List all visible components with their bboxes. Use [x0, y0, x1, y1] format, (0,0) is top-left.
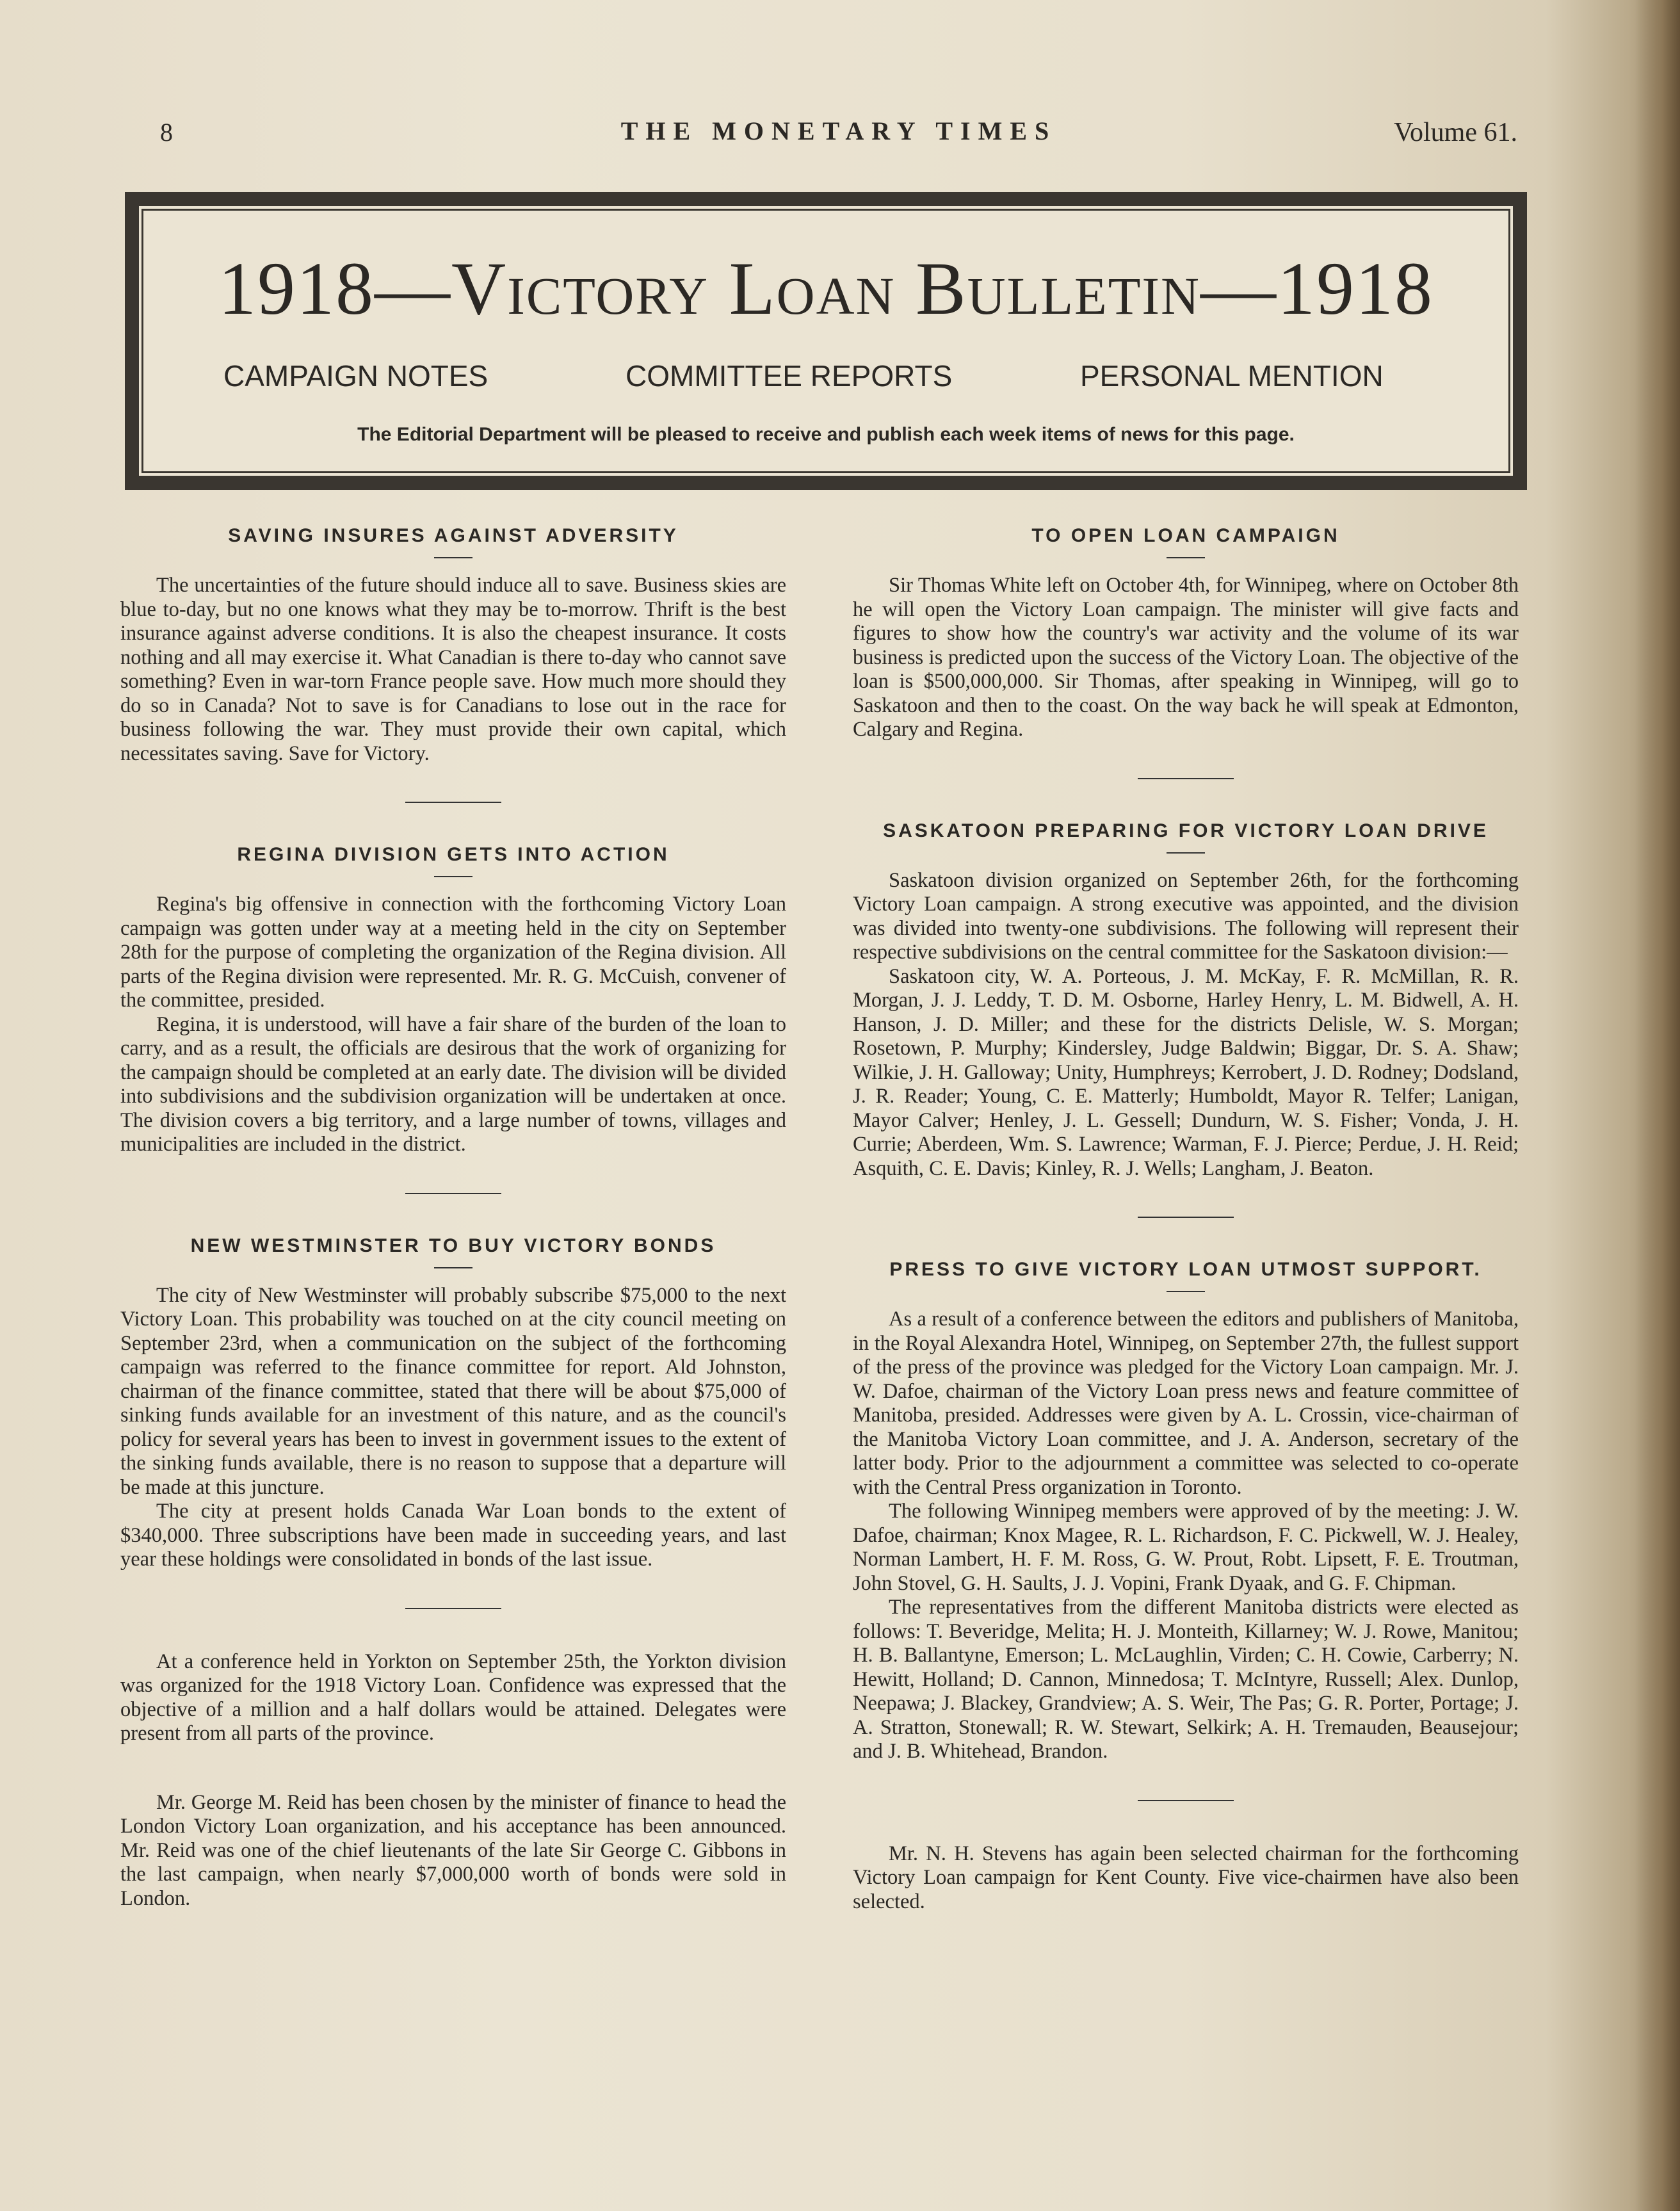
- article-paragraph: The city of New Westminster will probably subscribe $75,000 to the next Victory Loan. This probability was touched on at the city council meeting on September 23rd, when a communication on the subject of the forthcoming campaign was referred to the finance committee for report. Ald Johnston, chairman of the finance committee, stated that there will be about $75,000 of sinking funds available for an investment of this nature, and as the council's policy for several years has been to invest in government issues to the extent of the sinking funds available, there is no reason to suppose that a departure will be made at this juncture.: [120, 1283, 786, 1499]
- article-paragraph: Saskatoon division organized on September 26th, for the forthcoming Victory Loan campaign. A strong executive was appointed, and the division was divided into twenty-one subdivisions. The following will represent their respective subdivisions on the central committee for the Saskatoon division:—: [853, 868, 1519, 964]
- news-item: [120, 1650, 786, 1746]
- article-separator: [1138, 1800, 1234, 1801]
- article-separator: [1138, 778, 1234, 779]
- article-paragraph: Regina's big offensive in connection with the forthcoming Victory Loan campaign was gotten under way at a meeting held in the city on September 28th for the purpose of completing the organization of the Regina division. All parts of the Regina division were represented. Mr. R. G. McCuish, convener of the committee, presided.: [120, 893, 786, 1012]
- article-heading: PRESS TO GIVE VICTORY LOAN UTMOST SUPPORT.: [889, 1259, 1482, 1280]
- article-paragraph: Sir Thomas White left on October 4th, for Winnipeg, where on October 8th he will open the Victory Loan campaign. The minister will give facts and figures to show how the country's war activity and the volume of its war business is predicted upon the success of the Victory Loan. The objective of the loan is $500,000,000. Sir Thomas, after speaking in Winnipeg, will go to Saskatoon and then to the coast. On the way back he will speak at Edmonton, Calgary and Regina.: [853, 574, 1519, 741]
- banner-title: 1918—Victory Loan Bulletin—1918: [218, 247, 1434, 330]
- article-heading: SASKATOON PREPARING FOR VICTORY LOAN DRIVE: [883, 820, 1489, 841]
- article-paragraph: Mr. N. H. Stevens has again been selected chairman for the forthcoming Victory Loan campaign for Kent County. Five vice-chairmen have also been selected.: [853, 1842, 1519, 1913]
- subhead-personal-mention: PERSONAL MENTION: [1080, 359, 1384, 393]
- article-paragraph: Mr. George M. Reid has been chosen by the minister of finance to head the London Victory Loan organization, and his acceptance has been announced. Mr. Reid was one of the chief lieutenants of the late Sir George C. Gibbons in the last campaign, when nearly $7,000,000 worth of bonds were sold in London.: [120, 1790, 786, 1910]
- editorial-note: The Editorial Department will be pleased to receive and publish each week items of news for this page.: [357, 424, 1295, 445]
- volume-label: Volume 61.: [1394, 118, 1517, 147]
- article-heading: TO OPEN LOAN CAMPAIGN: [1031, 525, 1340, 546]
- article-regina-division-gets-into-action: [120, 844, 786, 1157]
- article-paragraph: The uncertainties of the future should induce all to save. Business skies are blue to-day, but no one knows what they may be to-morrow. Thrift is the best insurance against adverse conditions. It is also the cheapest insurance. It costs nothing and all may exercise it. What Canadian is there to-day who cannot save something? Even in war-torn France people save. How much more should they do so in Canada? Not to save is for Canadians to lose out in the race for business following the war. They must provide their own capital, which necessitates saving. Save for Victory.: [120, 574, 786, 765]
- page-number: 8: [160, 118, 174, 147]
- article-paragraph: The city at present holds Canada War Loan bonds to the extent of $340,000. Three subscriptions have been made in succeeding years, and last year these holdings were consolidated in bonds of the last issue.: [120, 1500, 786, 1571]
- article-paragraph: Saskatoon city, W. A. Porteous, J. M. McKay, F. R. McMillan, R. R. Morgan, J. J. Leddy, T. D. M. Osborne, Harley Henry, L. M. Bidwell, A. H. Hanson, J. D. Miller; and these for the districts Delisle, W. S. Morgan; Rosetown, P. Murphy; Kindersley, Judge Baldwin; Biggar, Dr. S. A. Shaw; Wilkie, J. H. Galloway; Unity, Humphreys; Kerrobert, J. D. Rodney; Dodsland, J. R. Reader; Young, C. E. Matterly; Humboldt, Mayor R. Telfer; Lanigan, Mayor Calver; Henley, J. L. Gessell; Dundurn, W. S. Fisher; Vonda, J. H. Currie; Aberdeen, Wm. S. Lawrence; Warman, F. J. Pierce; Perdue, J. H. Reid; Asquith, C. E. Davis; Kinley, R. J. Wells; Langham, J. Beaton.: [853, 964, 1519, 1180]
- running-head: [160, 112, 1517, 150]
- article-paragraph: At a conference held in Yorkton on September 25th, the Yorkton division was organized for the 1918 Victory Loan. Confidence was expressed that the objective of a million and a half dollars would be attained. Delegates were present from all parts of the province.: [120, 1649, 786, 1745]
- banner-subheads: [139, 359, 1513, 397]
- article-paragraph: As a result of a conference between the editors and publishers of Manitoba, in the Royal Alexandra Hotel, Winnipeg, on September 27th, the fullest support of the press of the province was pledged for the Victory Loan campaign. Mr. J. W. Dafoe, chairman of the Victory Loan press news and feature committee of Manitoba, presided. Addresses were given by A. L. Crossin, vice-chairman of the Manitoba Victory Loan committee, and J. A. Anderson, secretary of the latter body. Prior to the adjournment a committee was selected to co-operate with the Central Press organization in Toronto.: [853, 1308, 1519, 1499]
- article-paragraph: The following Winnipeg members were approved of by the meeting: J. W. Dafoe, chairman; Knox Magee, R. L. Richardson, F. C. Pickwell, W. J. Healey, Norman Lambert, H. F. M. Ross, G. W. Prout, Robt. Lipsett, F. E. Troutman, John Stovel, G. H. Saults, J. J. Vopini, Frank Dyaak, and G. F. Chipman.: [853, 1500, 1519, 1595]
- heading-rule: [434, 557, 472, 558]
- article-separator: [405, 802, 501, 803]
- article-paragraph: The representatives from the different Manitoba districts were elected as follows: T. Beveridge, Melita; H. J. Monteith, Killarney; W. J. Rowe, Manitou; H. B. Ballantyne, Emerson; L. McLaughlin, Virden; C. H. Cowie, Carberry; N. Hewitt, Holland; D. Cannon, Minnedosa; T. McIntyre, Russell; Alex. Dunlop, Neepawa; J. Blackey, Grandview; A. S. Weir, The Pas; G. R. Porter, Portage; J. A. Stratton, Stonewall; R. W. Stewart, Selkirk; A. H. Tremauden, Beausejour; and J. B. Whitehead, Brandon.: [853, 1596, 1519, 1763]
- heading-rule: [434, 876, 472, 877]
- heading-rule: [434, 1267, 472, 1268]
- article-separator: [405, 1193, 501, 1194]
- news-item: [120, 1791, 786, 1911]
- publication-title: THE MONETARY TIMES: [620, 117, 1057, 145]
- heading-rule: [1167, 1291, 1205, 1292]
- article-saskatoon-preparing-for-victory-loan-drive: [853, 820, 1519, 1181]
- article-heading: REGINA DIVISION GETS INTO ACTION: [237, 844, 670, 865]
- article-saving-insures-against-adversity: [120, 525, 786, 766]
- right-column: [853, 525, 1519, 1914]
- article-new-westminster-to-buy-victory-bonds: [120, 1235, 786, 1572]
- left-column: [120, 525, 786, 1911]
- bulletin-banner: [125, 192, 1527, 490]
- article-heading: NEW WESTMINSTER TO BUY VICTORY BONDS: [190, 1235, 716, 1256]
- article-to-open-loan-campaign: [853, 525, 1519, 742]
- article-separator: [1138, 1217, 1234, 1218]
- article-separator: [120, 1746, 786, 1791]
- subhead-committee-reports: COMMITTEE REPORTS: [626, 359, 953, 393]
- subhead-campaign-notes: CAMPAIGN NOTES: [223, 359, 489, 393]
- article-heading: SAVING INSURES AGAINST ADVERSITY: [228, 525, 679, 546]
- binding-shadow: [1635, 0, 1680, 2211]
- heading-rule: [1167, 557, 1205, 558]
- news-item: [853, 1842, 1519, 1915]
- article-press-to-give-victory-loan-utmost-support: [853, 1259, 1519, 1764]
- article-separator: [405, 1608, 501, 1609]
- heading-rule: [1167, 852, 1205, 854]
- article-paragraph: Regina, it is understood, will have a fair share of the burden of the loan to carry, and as a result, the officials are desirous that the work of organizing for the campaign should be completed at an early date. The division will be divided into subdivisions and the subdivision organization will be undertaken at once. The division covers a big territory, and a large number of towns, villages and municipalities are included in the district.: [120, 1012, 786, 1156]
